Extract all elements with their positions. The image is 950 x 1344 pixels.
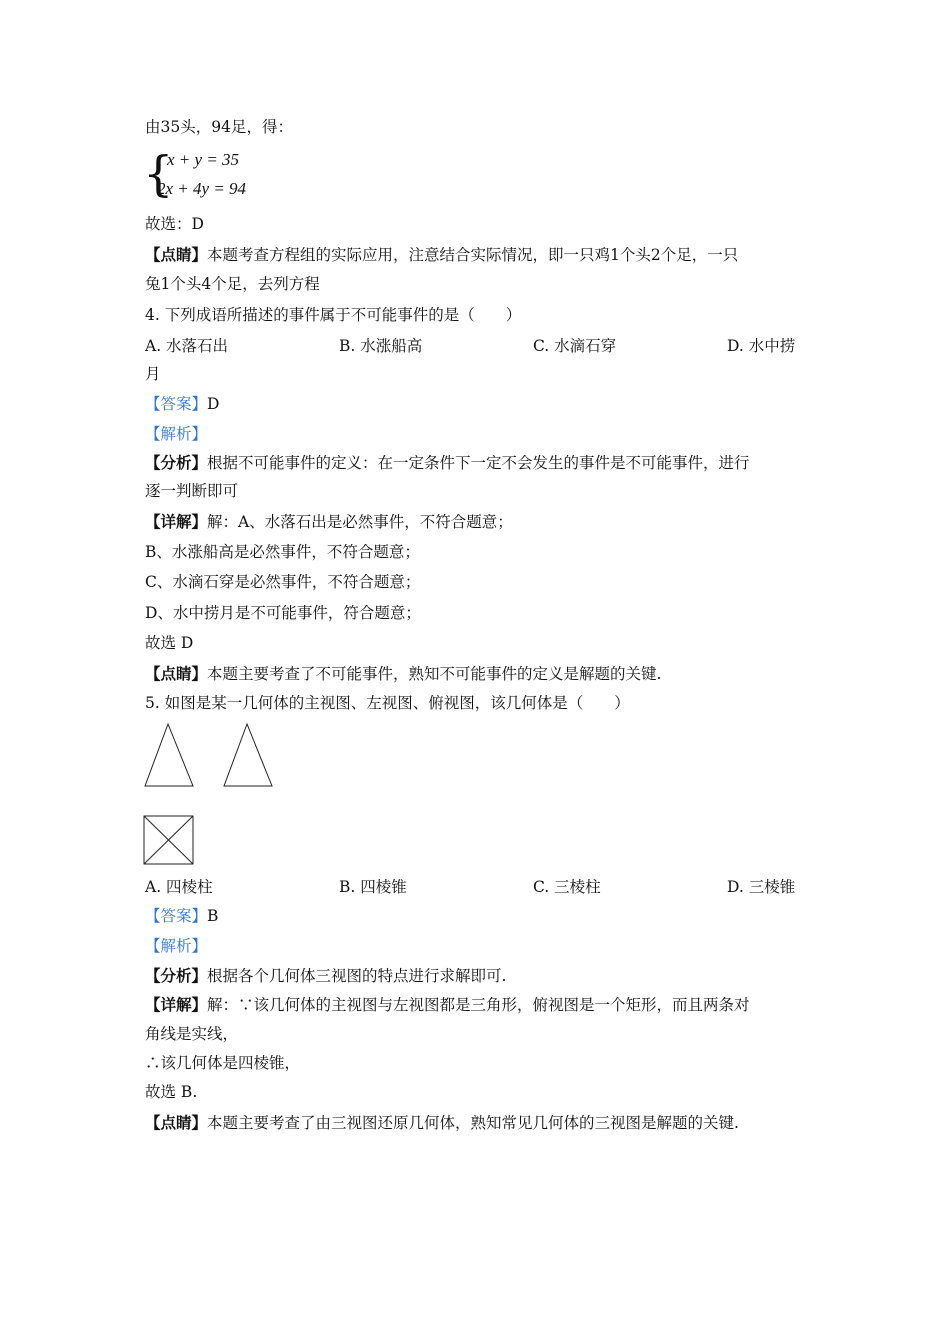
fenxi-tag: 【分析】: [145, 453, 208, 472]
q4-stem: 4. 下列成语所描述的事件属于不可能事件的是（ ）: [145, 306, 522, 324]
q4-option-b: B. 水涨船高: [339, 337, 423, 355]
q4-option-d-wrap: 月: [145, 365, 161, 383]
q5-detail-conclusion: ∴该几何体是四棱锥，: [145, 1054, 301, 1072]
q5-fenxi: [145, 966, 506, 986]
q5-detail-cont: 角线是实线，: [145, 1025, 239, 1043]
q4-option-c: C. 水滴石穿: [533, 337, 617, 355]
side-view-triangle: [222, 722, 276, 788]
tip-tag: 【点睛】: [145, 664, 208, 683]
tip-tag: 【点睛】: [145, 245, 208, 264]
q4-tip: [145, 664, 661, 684]
detail-text: 解：A、水落石出是必然事件，不符合题意；: [207, 513, 513, 531]
answer-tag: 【答案】: [145, 395, 208, 413]
q5-tip: [145, 1113, 739, 1133]
tip-tag: 【点睛】: [145, 1113, 208, 1132]
q5-detail: [145, 995, 750, 1015]
q3-tip-cont: 兔1个头4个足，去列方程: [145, 275, 320, 293]
q4-choice: 故选 D: [145, 634, 194, 652]
q5-analysis-tag: 【解析】: [145, 937, 208, 955]
q5-option-b: B. 四棱锥: [339, 878, 407, 896]
q4-detail-c: C、水滴石穿是必然事件，不符合题意；: [145, 573, 421, 591]
q4-analysis-tag: 【解析】: [145, 425, 208, 443]
fenxi-tag: 【分析】: [145, 966, 208, 985]
answer-value: D: [207, 395, 220, 413]
tip-text: 本题考查方程组的实际应用，注意结合实际情况，即一只鸡1个头2个足，一只: [207, 246, 739, 264]
equation-1: x + y = 35: [167, 150, 240, 169]
q4-detail-d: D、水中捞月是不可能事件，符合题意；: [145, 604, 421, 622]
detail-tag: 【详解】: [145, 995, 208, 1014]
fenxi-text: 根据不可能事件的定义：在一定条件下一定不会发生的事件是不可能事件，进行: [207, 454, 750, 472]
q5-option-d: D. 三棱锥: [727, 878, 796, 896]
q5-stem: 5. 如图是某一几何体的主视图、左视图、俯视图，该几何体是（ ）: [145, 694, 630, 712]
q3-tip: [145, 245, 738, 265]
q5-answer: [145, 906, 218, 926]
q4-detail-b: B、水涨船高是必然事件，不符合题意；: [145, 543, 420, 561]
q5-option-a: A. 四棱柱: [145, 878, 213, 896]
detail-text: 解：∵该几何体的主视图与左视图都是三角形，俯视图是一个矩形，而且两条对: [207, 996, 750, 1014]
q4-option-a: A. 水落石出: [145, 337, 229, 355]
top-view-square-with-diagonals: [143, 815, 195, 867]
q4-detail: [145, 512, 513, 532]
equation-2: 2x + 4y = 94: [157, 179, 247, 198]
q4-option-d: D. 水中捞: [727, 337, 796, 355]
q4-fenxi: [145, 453, 750, 473]
tip-text: 本题主要考查了由三视图还原几何体，熟知常见几何体的三视图是解题的关键.: [207, 1114, 739, 1132]
q3-given-text: 由35头，94足，得：: [145, 118, 293, 136]
answer-value: B: [207, 907, 219, 925]
q5-option-c: C. 三棱柱: [533, 878, 601, 896]
tip-text: 本题主要考查了不可能事件，熟知不可能事件的定义是解题的关键.: [207, 665, 662, 683]
equation-system-brace: {: [143, 146, 174, 202]
fenxi-text: 根据各个几何体三视图的特点进行求解即可.: [207, 967, 507, 985]
q4-fenxi-cont: 逐一判断即可: [145, 482, 239, 500]
q3-choice: 故选：D: [145, 215, 204, 233]
q5-choice: 故选 B.: [145, 1083, 198, 1101]
answer-tag: 【答案】: [145, 907, 208, 925]
q4-answer: [145, 394, 219, 414]
detail-tag: 【详解】: [145, 512, 208, 531]
front-view-triangle: [143, 722, 197, 788]
